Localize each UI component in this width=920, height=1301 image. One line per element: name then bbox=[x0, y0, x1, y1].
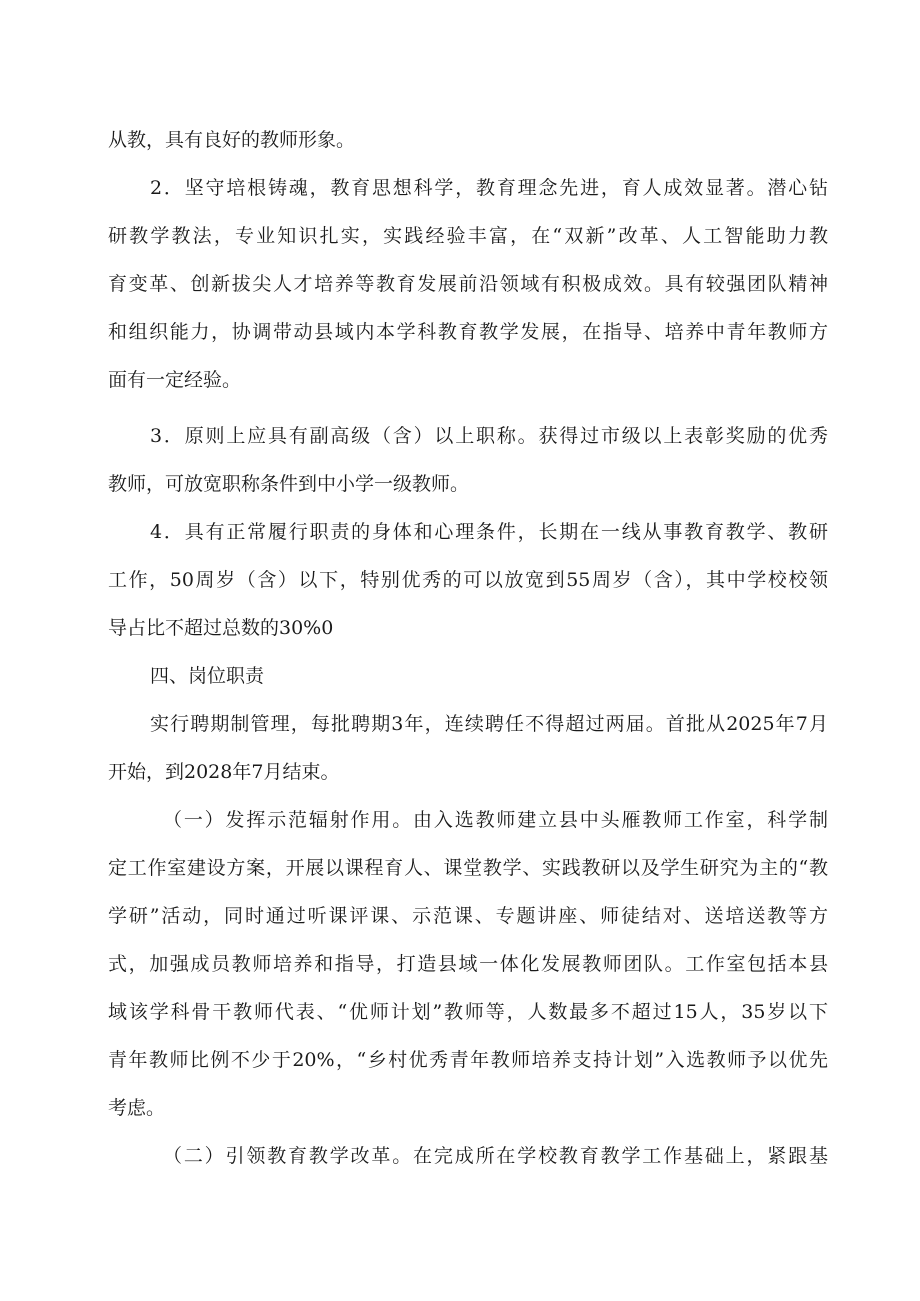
paragraph-line: （二）引领教育教学改革。在完成所在学校教育教学工作基础上，紧跟基 bbox=[163, 1145, 828, 1167]
paragraph-line: （一）发挥示范辐射作用。由入选教师建立县中头雁教师工作室，科学制 bbox=[163, 809, 828, 831]
paragraph-line: 和组织能力，协调带动县域内本学科教育教学发展，在指导、培养中青年教师方 bbox=[108, 321, 828, 343]
paragraph-line: 工作，50周岁（含）以下，特别优秀的可以放宽到55周岁（含），其中学校校领 bbox=[108, 569, 828, 591]
paragraph-line: 开始，到2028年7月结束。 bbox=[108, 761, 340, 783]
paragraph-line: 考虑。 bbox=[108, 1097, 166, 1119]
paragraph-line: 学研”活动，同时通过听课评课、示范课、专题讲座、师徒结对、送培送教等方 bbox=[108, 905, 828, 927]
paragraph-line: 定工作室建设方案，开展以课程育人、课堂教学、实践教研以及学生研究为主的“教 bbox=[108, 857, 828, 879]
paragraph-line: 青年教师比例不少于20%，“乡村优秀青年教师培养支持计划”入选教师予以优先 bbox=[108, 1049, 828, 1071]
paragraph-line: 域该学科骨干教师代表、“优师计划”教师等，人数最多不超过15人，35岁以下 bbox=[108, 1001, 828, 1023]
paragraph-line: 3．原则上应具有副高级（含）以上职称。获得过市级以上表彰奖励的优秀 bbox=[150, 425, 828, 447]
paragraph-line: 实行聘期制管理，每批聘期3年，连续聘任不得超过两届。首批从2025年7月 bbox=[150, 713, 828, 735]
paragraph-line: 4．具有正常履行职责的身体和心理条件，长期在一线从事教育教学、教研 bbox=[150, 521, 828, 543]
paragraph-line: 2．坚守培根铸魂，教育思想科学，教育理念先进，育人成效显著。潜心钻 bbox=[150, 177, 828, 199]
paragraph-line: 导占比不超过总数的30%0 bbox=[108, 617, 334, 639]
section-heading: 四、岗位职责 bbox=[150, 665, 265, 687]
paragraph-line: 研教学教法，专业知识扎实，实践经验丰富，在“双新”改革、人工智能助力教 bbox=[108, 225, 828, 247]
paragraph-line: 式，加强成员教师培养和指导，打造县域一体化发展教师团队。工作室包括本县 bbox=[108, 953, 828, 975]
paragraph-line: 教师，可放宽职称条件到中小学一级教师。 bbox=[108, 473, 470, 495]
paragraph-line: 从教，具有良好的教师形象。 bbox=[108, 129, 356, 151]
paragraph-line: 面有一定经验。 bbox=[108, 369, 242, 391]
paragraph-line: 育变革、创新拔尖人才培养等教育发展前沿领域有积极成效。具有较强团队精神 bbox=[108, 273, 828, 295]
